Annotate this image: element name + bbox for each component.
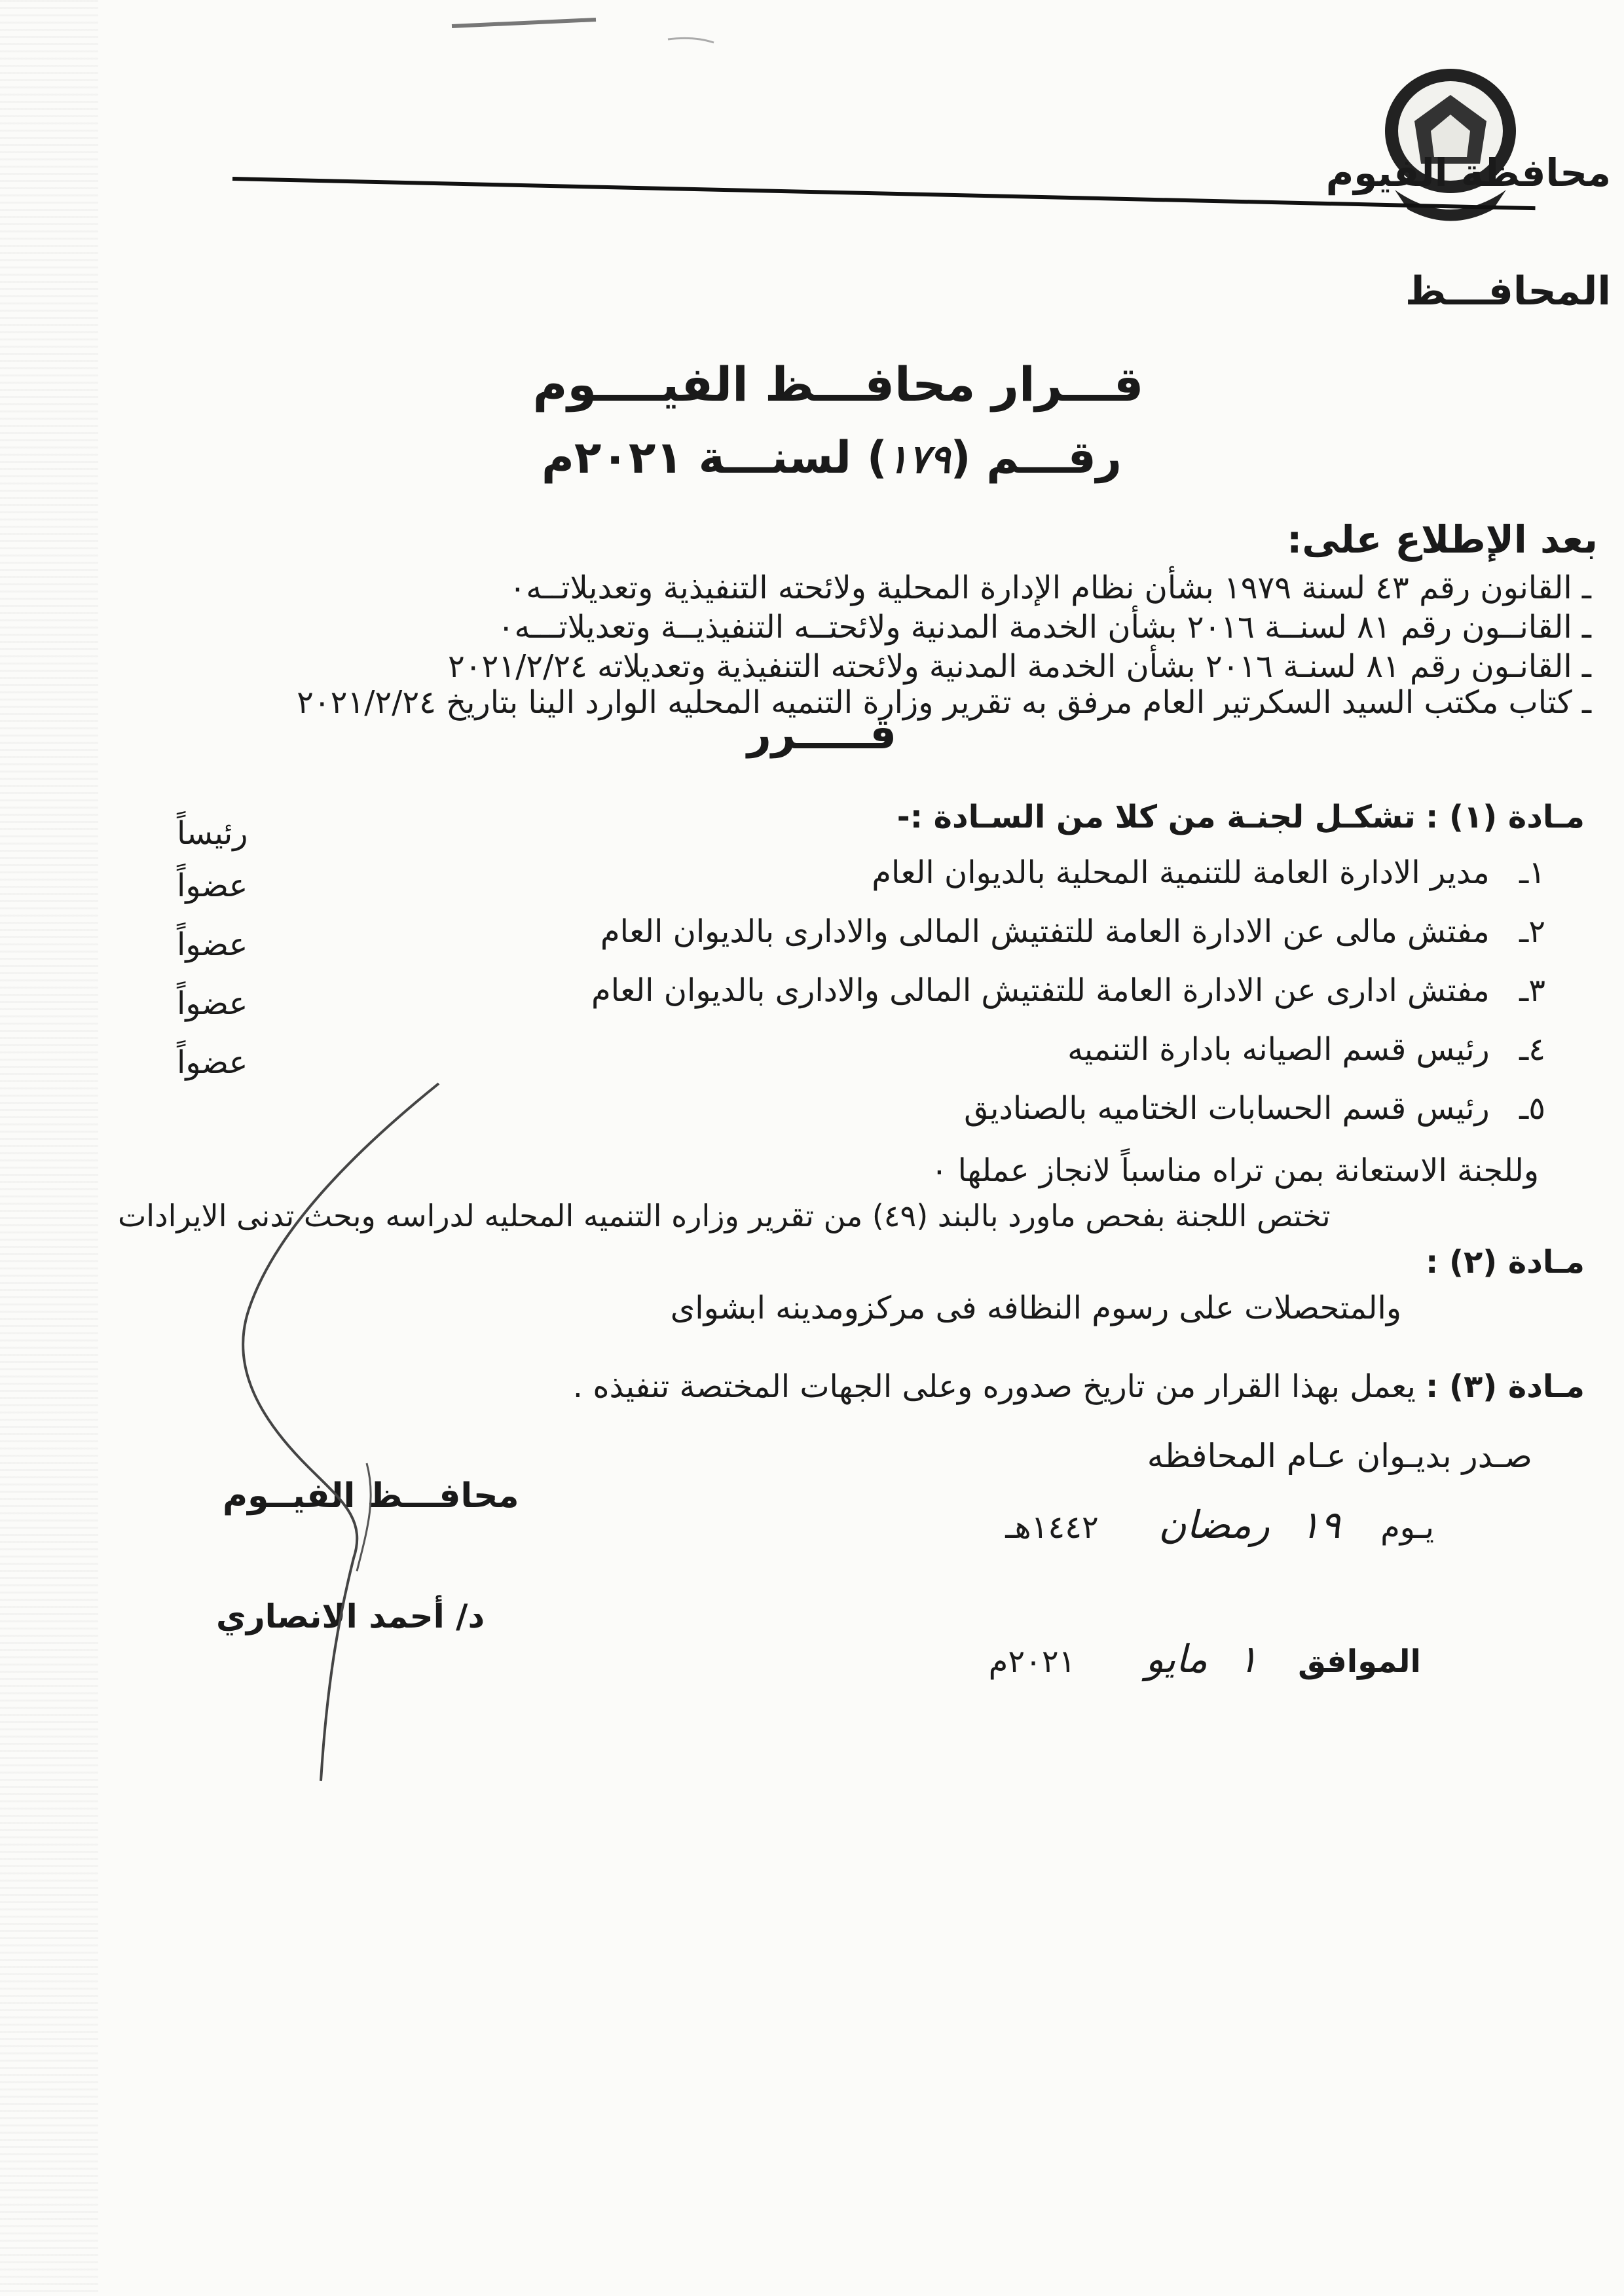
signatory-title: محافـــظ الفيــوم xyxy=(223,1476,519,1516)
reference-3: ـ القانـون رقم ٨١ لسنـة ٢٠١٦ بشأن الخدمة المدنية ولائحته التنفيذية وتعديلاته ٢٠٢١/٢/٢٤ xyxy=(447,648,1591,685)
reference-4: ـ كتاب مكتب السيد السكرتير العام مرفق به تقرير وزارة التنميه المحليه الوارد الينا بتاريخ ٢٠٢١/٢/٢٤ xyxy=(297,684,1591,721)
member-role: رئيساً xyxy=(177,815,248,852)
decree-number: ١٧٩ xyxy=(887,437,951,483)
member-role: عضواً xyxy=(177,1044,248,1081)
article-1-closing: وللجنة الاستعانة بمن تراه مناسباً لانجاز عملها ٠ xyxy=(931,1152,1539,1189)
reference-1: ـ القانون رقم ٤٣ لسنة ١٩٧٩ بشأن نظام الإدارة المحلية ولائحته التنفيذية وتعديلاتــه٠ xyxy=(509,570,1591,606)
article-3: مـادة (٣) : يعمل بهذا القرار من تاريخ صدوره وعلى الجهات المختصة تنفيذه . xyxy=(572,1368,1585,1405)
header-organization: محافظة الفيوم xyxy=(1325,151,1611,195)
member-row: ٥ـ رئيس قسم الحسابات الختاميه بالصناديق xyxy=(964,1090,1545,1127)
gregorian-year: ٢٠٢١م xyxy=(988,1643,1076,1680)
member-role: عضواً xyxy=(177,926,248,963)
article-2-line-2: والمتحصلات على رسوم النظافه فى مركزومدينه ابشواى xyxy=(670,1290,1401,1326)
member-row: ٢ـ مفتش مالى عن الادارة العامة للتفتيش المالى والادارى بالديوان العام xyxy=(600,913,1545,950)
gregorian-month: مايو xyxy=(1145,1637,1208,1681)
member-row: ٤ـ رئيس قسم الصيانه بادارة التنميه xyxy=(1067,1031,1545,1068)
decision-heading: قـــــرر xyxy=(747,710,896,759)
header-office: المحافـــظ xyxy=(1405,268,1611,314)
article-2-line-1: تختص اللجنة بفحص ماورد بالبند (٤٩) من تقرير وزاره التنميه المحليه لدراسه وبحث تدنى الايرادات xyxy=(118,1198,1331,1233)
scan-mark xyxy=(452,20,596,26)
preamble-heading: بعد الإطلاع على: xyxy=(1287,517,1598,562)
hijri-day: ١٩ xyxy=(1299,1503,1341,1547)
reference-2: ـ القانــون رقم ٨١ لسنــة ٢٠١٦ بشأن الخدمة المدنية ولائحتــه التنفيذيــة وتعديلاتـــه٠ xyxy=(497,609,1591,646)
member-role: عضواً xyxy=(177,985,248,1022)
issuance-place: صـدر بديـوان عـام المحافظه xyxy=(1147,1437,1532,1475)
decree-title: قـــرار محافـــظ الفيــــوم xyxy=(532,357,1144,412)
signatory-name: د/ أحمد الانصاري xyxy=(216,1597,485,1635)
article-1-heading: مـادة (١) : تشكـل لجنـة من كلا من السـادة :- xyxy=(896,799,1585,835)
member-role: عضواً xyxy=(177,867,248,904)
member-row: ١ـ مدير الادارة العامة للتنمية المحلية بالديوان العام xyxy=(872,854,1545,891)
decree-number-line: رقـــم (١٧٩) لسنـــة ٢٠٢١م xyxy=(542,432,1122,484)
hijri-year: ١٤٤٢هـ xyxy=(1005,1509,1099,1546)
article-2-label: مـادة (٢) : xyxy=(1426,1244,1585,1281)
scan-edge-noise xyxy=(0,0,98,2296)
member-row: ٣ـ مفتش ادارى عن الادارة العامة للتفتيش المالى والادارى بالديوان العام xyxy=(591,972,1545,1009)
gregorian-date: الموافق ١ مايو ٢٠٢١م xyxy=(988,1637,1421,1681)
hijri-date: يـوم ١٩ رمضان ١٤٤٢هـ xyxy=(1005,1503,1434,1547)
hijri-month: رمضان xyxy=(1158,1503,1270,1547)
governorate-seal-icon xyxy=(1375,59,1526,223)
gregorian-day: ١ xyxy=(1237,1637,1259,1681)
